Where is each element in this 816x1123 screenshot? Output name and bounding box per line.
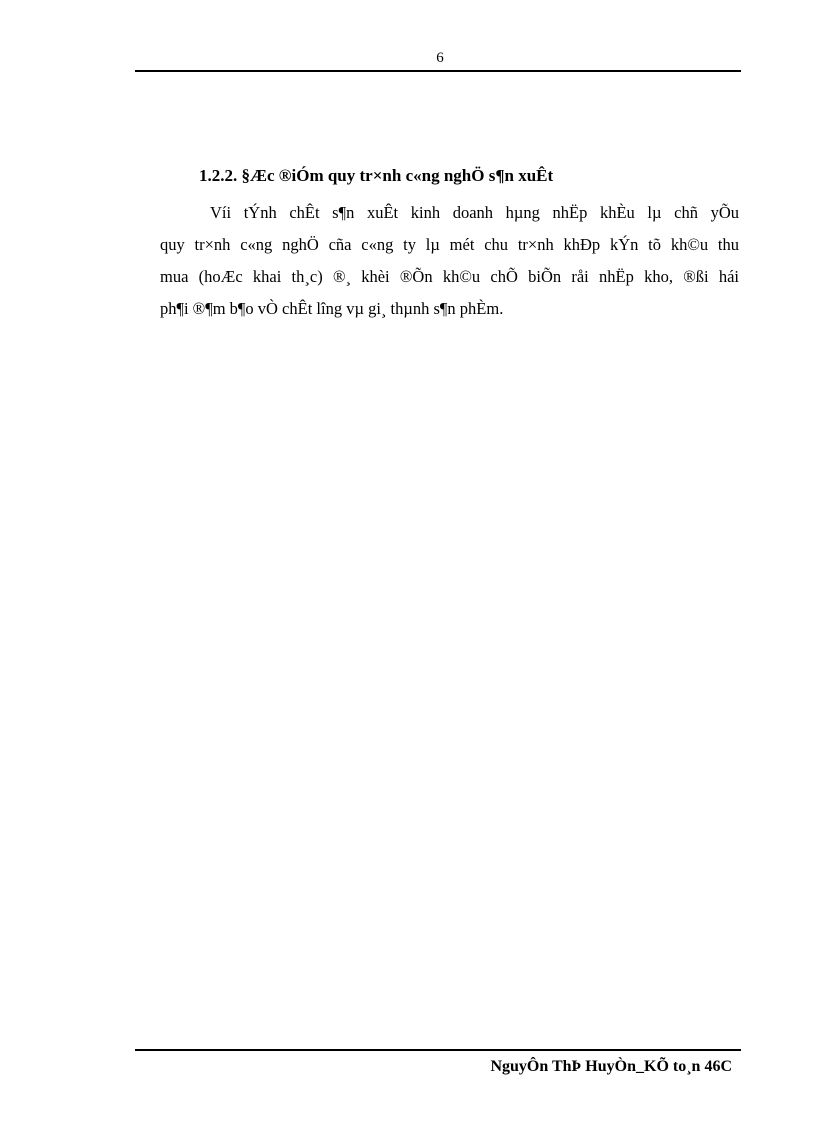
footer-author: NguyÔn ThÞ HuyÒn_KÕ to¸n 46C (490, 1058, 732, 1075)
header-rule (135, 70, 741, 72)
page-number: 6 (436, 50, 444, 66)
section-heading: 1.2.2. §Æc ®iÓm quy tr×nh c«ng nghÖ s¶n xuÊt (199, 166, 554, 185)
paragraph-line: quy tr×nh c«ng nghÖ cña c«ng ty lµ mét chu tr×nh khÐp kÝn tõ kh©u thu (160, 235, 739, 254)
paragraph-line: Víi tÝnh chÊt s¶n xuÊt kinh doanh hµng nhËp khÈu lµ chñ yÕu (210, 203, 739, 222)
body-paragraph (160, 197, 739, 325)
paragraph-line: mua (hoÆc khai th¸c) ®¸ khèi ®Õn kh©u chÕ biÕn råi nhËp kho, ®ßi hái (160, 267, 739, 286)
footer-rule (135, 1049, 741, 1051)
paragraph-line: ph¶i ®¶m b¶o vÒ chÊt lîng vµ gi¸ thµnh s¶n phÈm. (160, 299, 504, 318)
